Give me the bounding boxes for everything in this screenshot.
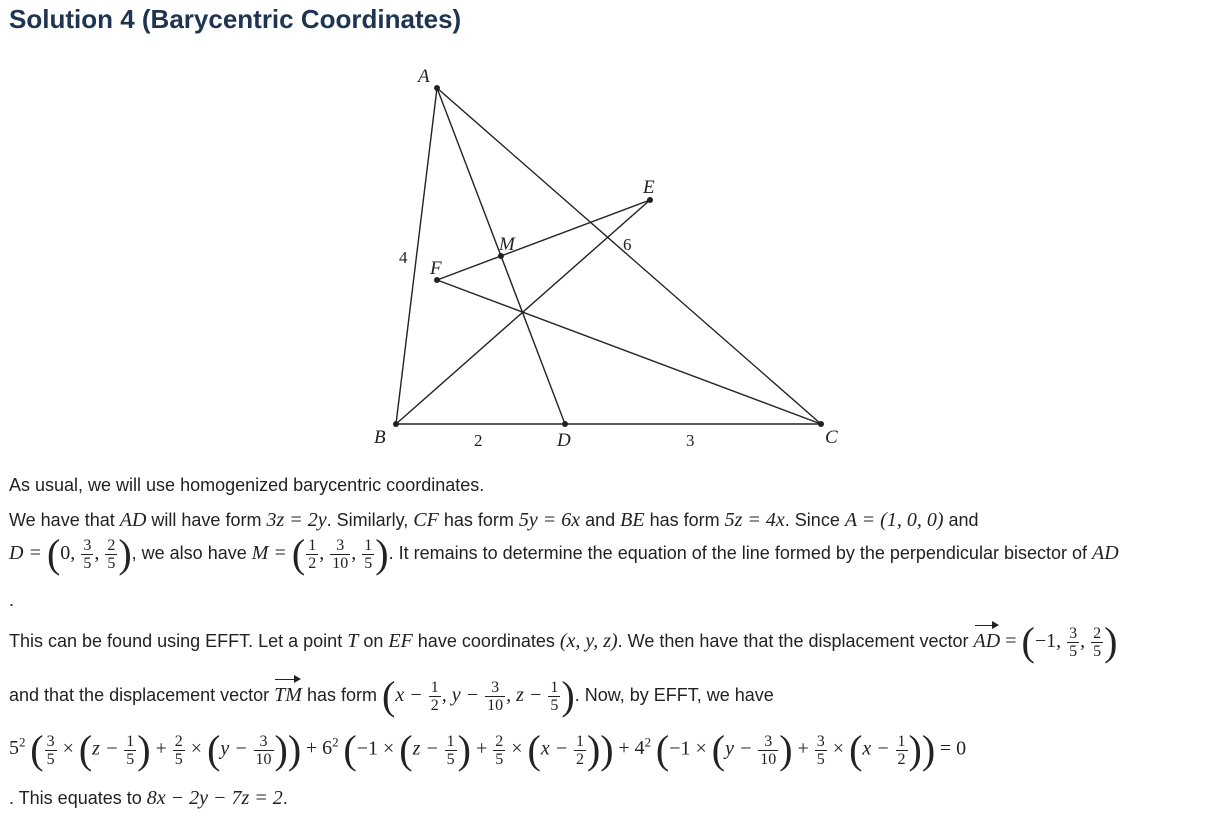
fraction: $\frac{3}{5}$ — [1069, 624, 1078, 660]
fraction: $\frac{3}{10}$ — [487, 678, 504, 714]
label-c: C — [825, 427, 838, 448]
side-ac — [437, 88, 821, 424]
label-a: A — [418, 66, 430, 87]
length-ac: 6 — [623, 235, 632, 254]
fraction: $\frac{2}{5}$ — [107, 536, 116, 572]
segment-ef — [437, 200, 650, 280]
length-bd: 2 — [474, 431, 483, 450]
fraction: $\frac{1}{2}$ — [308, 536, 317, 572]
paragraph-efft: This can be found using EFFT. Let a point T on EF have coordinates (x, y, z). We then have that the displacement vector AD = (−1, $\frac{3}{5}$ , $\frac{2}{5}$ ) — [9, 619, 1118, 664]
paragraph-tm: and that the displacement vector TM has form (x − $\frac{1}{2}$ , y − $\frac{3}{10}$ , z − $\frac{1}{5}$ ). Now, by EFFT, we have — [9, 673, 774, 718]
point-d — [562, 421, 568, 427]
label-e: E — [643, 177, 655, 198]
fraction: $\frac{3}{5}$ — [83, 536, 92, 572]
fraction: $\frac{1}{2}$ — [430, 678, 439, 714]
vector-ad: AD — [973, 629, 1001, 652]
label-d: D — [557, 430, 571, 451]
length-dc: 3 — [686, 431, 695, 450]
segment-cf — [437, 280, 821, 424]
fraction: $\frac{2}{5}$ — [1093, 624, 1102, 660]
point-b — [393, 421, 399, 427]
fraction: $\frac{1}{5}$ — [550, 678, 559, 714]
fraction: $\frac{3}{10}$ — [332, 536, 349, 572]
paragraph-result: . This equates to 8x − 2y − 7z = 2. — [9, 787, 288, 809]
point-a — [434, 85, 440, 91]
paragraph-dot: . — [9, 590, 15, 610]
paragraph-midpoint: D = (0, $\frac{3}{5}$ , $\frac{2}{5}$ ), we also have M = ( $\frac{1}{2}$ , $\frac{3}{10}$ , $\frac{1}{5}$ ). It remains to determine the equation of the line formed by the perpendicular bisector of AD — [9, 531, 1119, 576]
vector-tm: TM — [274, 683, 302, 706]
paragraph-intro: As usual, we will use homogenized barycentric coordinates. — [9, 475, 485, 495]
fraction: $\frac{1}{5}$ — [364, 536, 373, 572]
final-equation: 8x − 2y − 7z = 2 — [146, 787, 283, 809]
paragraph-lines: We have that AD will have form 3z = 2y. Similarly, CF has form 5y = 6x and BE has form 5z = 4x. Since A = (1, 0, 0) and — [9, 509, 979, 531]
label-m: M — [499, 234, 515, 255]
point-c — [818, 421, 824, 427]
efft-equation: $5^2$ ( $\frac{3}{5}$ × (z − $\frac{1}{5}$ ) + $\frac{2}{5}$ × (y − $\frac{3}{10}$ )) + $6^2$ (−1 × (z − $\frac{1}{5}$ ) + $\frac{2}{5}$ × (x − $\frac{1}{2}$ )) + $4^2$ (−1 × (y − $\frac{3}{10}$ ) + $\frac{3}{5}$ × (x − $\frac{1}{2}$ )) = 0 — [9, 727, 967, 772]
length-ab: 4 — [399, 248, 408, 267]
label-f: F — [430, 258, 442, 279]
solution-title: Solution 4 (Barycentric Coordinates) — [9, 4, 462, 34]
label-b: B — [374, 427, 386, 448]
